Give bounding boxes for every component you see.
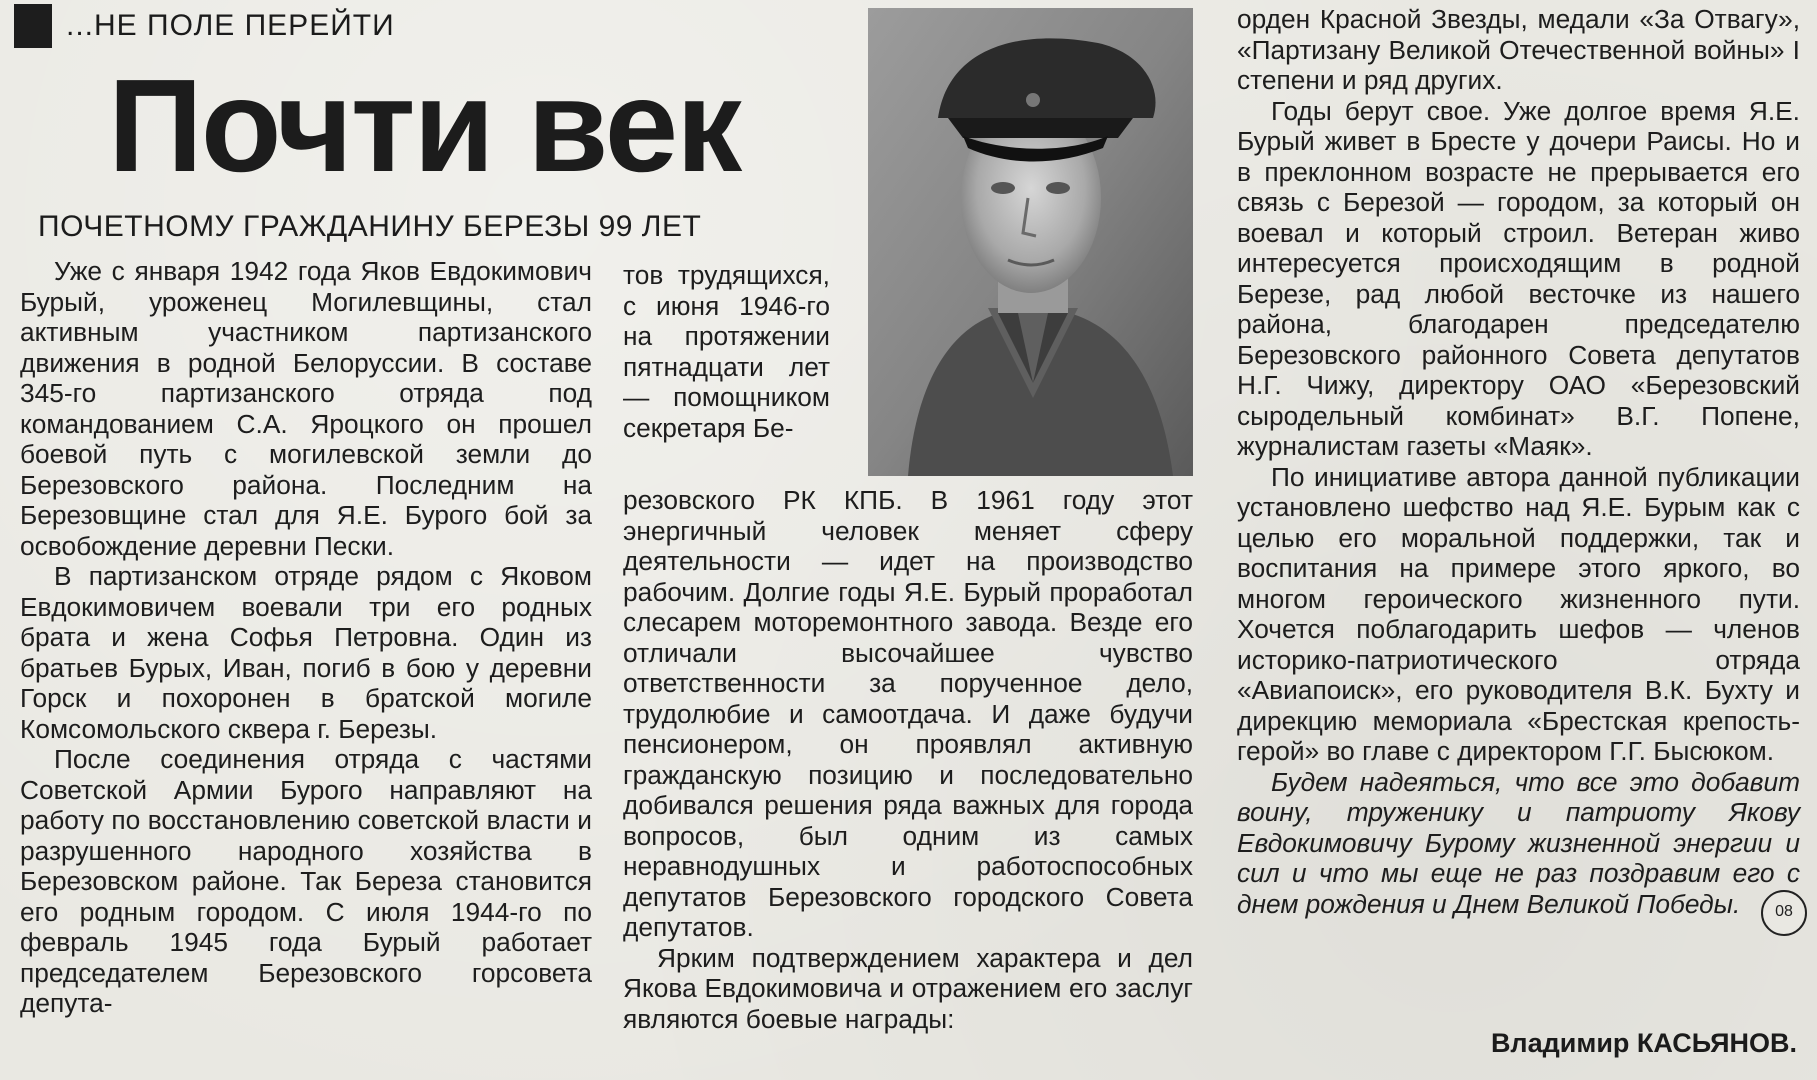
paragraph: резовского РК КПБ. В 1961 году этот энергичный человек меняет сферу деятельности — идет на производство рабочим. Долгие годы Я.Е. Бурый проработал слесарем моторемонтного завода. Везде его отличали высочайшее чувство ответственности за порученное дело, трудолюбие и самоотдача. И даже будучи пенсионером, он проявлял активную гражданскую позицию и последовательно добивался решения ряда важных для города вопросов, был одним из самых неравнодушных и работоспособных депутатов Березовского городского Совета депутатов. [623,485,1193,942]
author-signature: Владимир КАСЬЯНОВ. [1490,1028,1797,1058]
paragraph: После соединения отряда с частями Советской Армии Бурого направляют на работу по восстановлению советской власти и разрушенного народного хозяйства в Березовском районе. Так Береза становится его родным городом. С июля 1944-го по февраль 1945 года Бурый работает председателем Березовского горсовета депута- [20,744,592,1018]
article-headline: Почти век [108,52,741,199]
article-column-2-wide [623,485,1193,1034]
article-column-3 [1237,4,1800,919]
paragraph: По инициативе автора данной публикации установлено шефство над Я.Е. Бурым как с целью его моральной поддержки, так и воспитания на примере этого яркого, во многом героического жизненного пути. Хочется поблагодарить шефов — членов историко-патриотического отряда «Авиапоиск», его руководителя В.К. Бухту и дирекцию мемориала «Брестская крепость-герой» во главе с директором Г.Г. Бысюком. [1237,461,1800,766]
article-subtitle: ПОЧЕТНОМУ ГРАЖДАНИНУ БЕРЕЗЫ 99 ЛЕТ [38,210,702,243]
page-stamp: 08 [1761,890,1807,936]
portrait-photo [868,8,1193,476]
rubric-header [14,4,395,48]
paragraph: Ярким подтверждением характера и дел Якова Евдокимовича и отражением его заслуг являются боевые награды: [623,942,1193,1034]
portrait-photo-icon [868,8,1193,476]
paragraph: орден Красной Звезды, медали «За Отвагу», «Партизану Великой Отечественной войны» I степени и ряд других. [1237,4,1800,95]
paragraph: Уже с января 1942 года Яков Евдокимович Бурый, уроженец Могилевщины, стал активным участником партизанского движения в родной Белоруссии. В составе 345-го партизанского отряда под командованием С.А. Яроцкого он прошел боевой путь с могилевской земли до Березовского района. Последним на Березовщине стал для Я.Е. Бурого бой за освобождение деревни Пески. [20,256,592,561]
article-column-1 [20,256,592,1019]
paragraph: В партизанском отряде рядом с Яковом Евдокимовичем воевали три его родных брата и жена Софья Петровна. Один из братьев Бурых, Иван, погиб в бою у деревни Горск и похоронен в братской могиле Комсомольского сквера г. Березы. [20,561,592,744]
article-column-2-narrow [623,260,830,443]
rubric-title: ...НЕ ПОЛЕ ПЕРЕЙТИ [66,9,395,42]
paragraph: Годы берут свое. Уже долгое время Я.Е. Бурый живет в Бресте у дочери Раисы. Но и в преклонном возрасте не прерывается его связь с Березой — городом, за который он воевал и который строил. Ветеран живо интересуется происходящим в родной Березе, рад любой весточке из нашего района, благодарен председателю Березовского районного Совета депутатов Н.Г. Чижу, директору ОАО «Березовский сыродельный комбинат» В.Г. Попене, журналистам газеты «Маяк». [1237,95,1800,461]
paragraph: тов трудящихся, с июня 1946-го на протяжении пятнадцати лет — помощником секретаря Бе- [623,260,830,443]
closing-paragraph: Будем надеяться, что все это добавит воину, труженику и патриоту Якову Евдокимовичу Бурому жизненной энергии и сил и что мы еще не раз поздравим его с днем рождения и Днем Великой Победы. [1237,766,1800,919]
rubric-square-icon [14,4,52,48]
